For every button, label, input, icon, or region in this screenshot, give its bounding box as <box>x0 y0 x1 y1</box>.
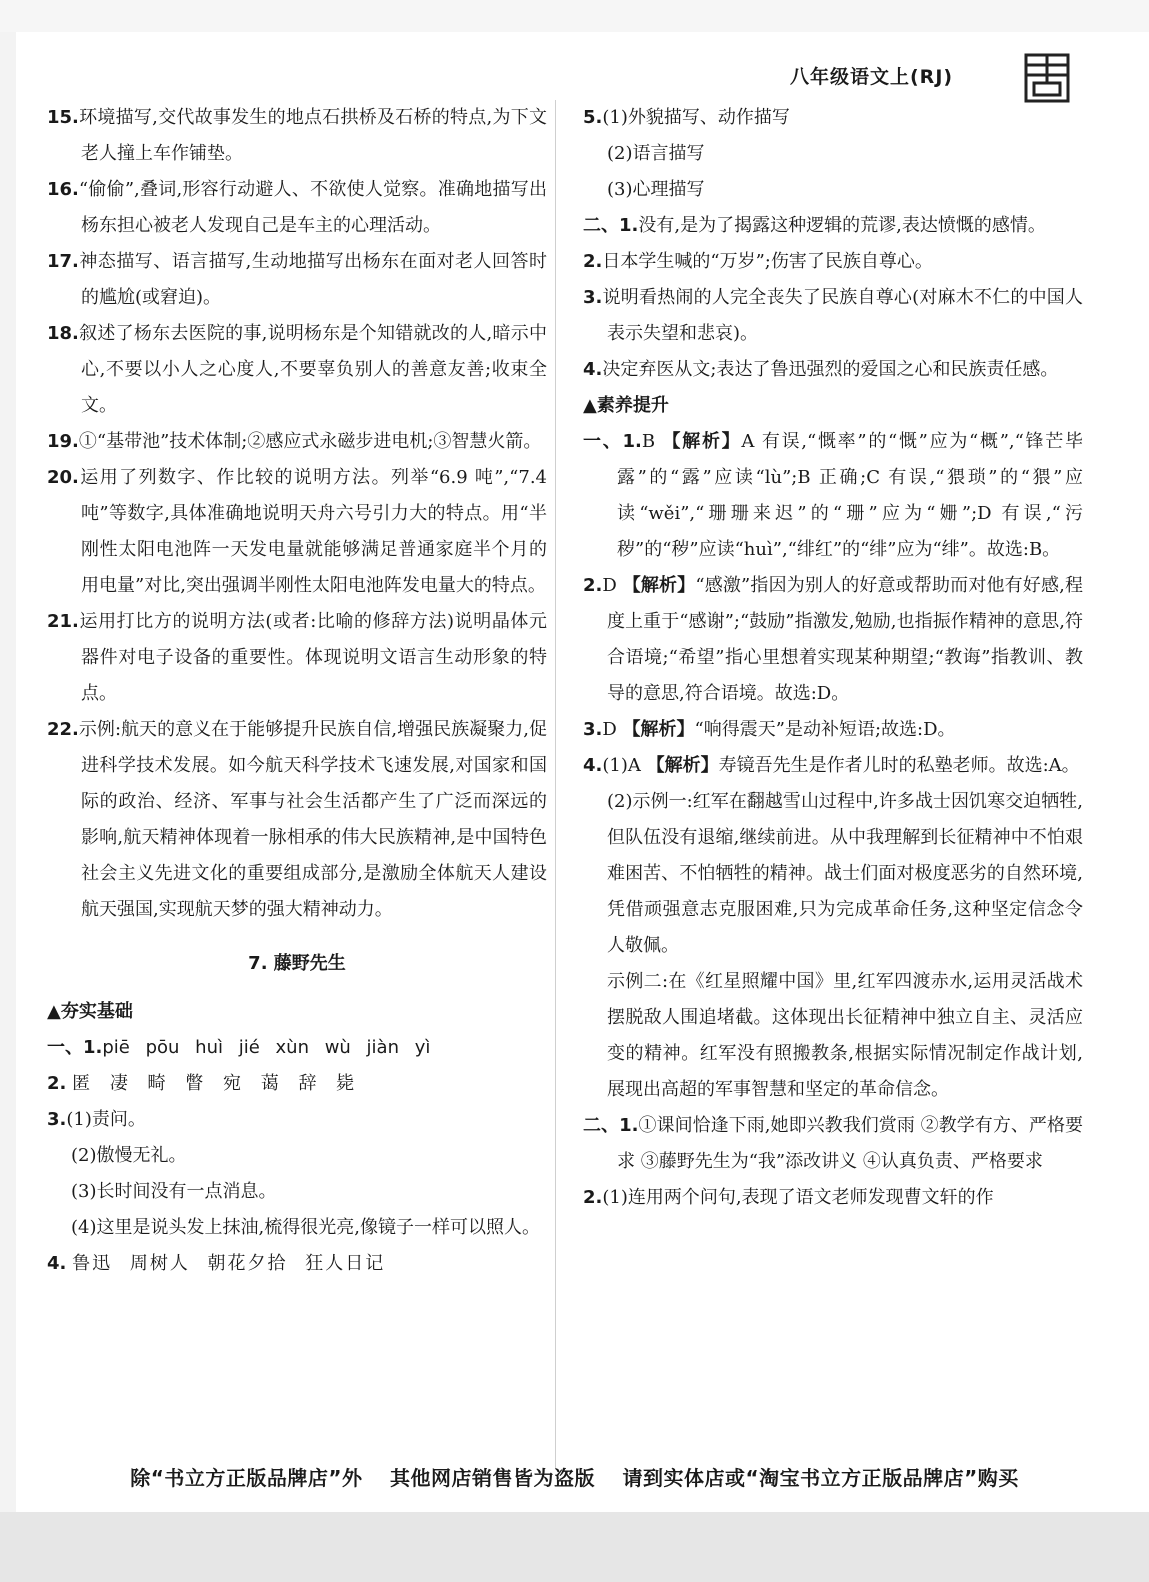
footer-text-3: 请到实体店或“淘宝书立方正版品牌店”购买 <box>622 1466 1019 1490</box>
footer-text-2: 其他网店销售皆为盗版 <box>390 1466 595 1490</box>
answer-improve-3: 3.D 【解析】“响得震天”是动补短语;故选:D。 <box>583 719 956 740</box>
lesson-title: 7. 藤野先生 <box>248 953 346 974</box>
answer-improve-4a: 4.(1)A 【解析】寿镜吾先生是作者儿时的私塾老师。故选:A。 <box>583 755 1080 776</box>
answer-20: 20.运用了列数字、作比较的说明方法。列举“6.9 吨”,“7.4 吨”等数字,具体准确地说明天舟六号引力大的特点。用“半刚性太阳电池阵一天发电量就能够满足普通家庭半个月的用电量”对比,突出强调半刚性太阳电池阵发电量大的特点。 <box>47 467 547 596</box>
answer-reading-1: 二、1.没有,是为了揭露这种逻辑的荒谬,表达愤慨的感情。 <box>583 215 1046 236</box>
answer-basics-3b: (2)傲慢无礼。 <box>71 1145 187 1166</box>
answer-reading-4: 4.决定弃医从文;表达了鲁迅强烈的爱国之心和民族责任感。 <box>583 359 1059 380</box>
answer-19: 19.①“基带池”技术体制;②感应式永磁步进电机;③智慧火箭。 <box>47 431 542 452</box>
page-header-title: 八年级语文上(RJ) <box>790 66 954 88</box>
scan-left-edge <box>0 32 16 1512</box>
book-logo-icon <box>1024 53 1070 103</box>
answer-basics-4: 4. 鲁迅 周树人 朝花夕拾 狂人日记 <box>47 1253 386 1274</box>
answer-improve-4b: (2)示例一:红军在翻越雪山过程中,许多战士因饥寒交迫牺牲,但队伍没有退缩,继续前进。从中我理解到长征精神中不怕艰难困苦、不怕牺牲的精神。战士们面对极度恶劣的自然环境,凭借顽强意志克服困难,只为完成革命任务,这种坚定信念令人敬佩。 <box>607 791 1083 956</box>
answer-basics-1: 一、1.piē pōu huì jié xùn wù jiàn yì <box>47 1037 431 1058</box>
answer-reading-2: 2.日本学生喊的“万岁”;伤害了民族自尊心。 <box>583 251 933 272</box>
answer-improve-4c: 示例二:在《红星照耀中国》里,红军四渡赤水,运用灵活战术摆脱敌人围追堵截。这体现出长征精神中独立自主、灵活应变的精神。红军没有照搬教条,根据实际情况制定作战计划,展现出高超的军事智慧和坚定的革命信念。 <box>607 971 1083 1100</box>
answer-basics-5: 5.(1)外貌描写、动作描写 <box>583 107 790 128</box>
answer-21: 21.运用打比方的说明方法(或者:比喻的修辞方法)说明晶体元器件对电子设备的重要性。体现说明文语言生动形象的特点。 <box>47 611 547 704</box>
answer-basics-2: 2. 匿 凄 畸 瞥 宛 蔼 辞 毙 <box>47 1073 357 1094</box>
answer-improve-2: 2.D 【解析】“感激”指因为别人的好意或帮助而对他有好感,程度上重于“感谢”;“鼓励”指激发,勉励,也指振作精神的意思,符合语境;“希望”指心里想着实现某种期望;“教诲”指教训、教导的意思,符合语境。故选:D。 <box>583 575 1084 704</box>
column-divider <box>555 100 556 1468</box>
answer-15: 15.环境描写,交代故事发生的地点石拱桥及石桥的特点,为下文老人撞上车作铺垫。 <box>47 107 547 164</box>
answer-improve-1: 一、1.B 【解析】A 有误,“慨率”的“慨”应为“概”,“锋芒毕露”的“露”应读“lù”;B 正确;C 有误,“猥琐”的“猥”应读“wěi”,“珊珊来迟”的“珊”应为“姗”;D 有误,“污秽”的“秽”应读“huì”,“绯红”的“绯”应为“绯”。故选:B。 <box>583 431 1084 560</box>
right-column <box>583 100 1083 1216</box>
answer-basics-5c: (3)心理描写 <box>607 179 705 200</box>
answer-22: 22.示例:航天的意义在于能够提升民族自信,增强民族凝聚力,促进科学技术发展。如今航天科学技术飞速发展,对国家和国际的政治、经济、军事与社会生活都产生了广泛而深远的影响,航天精神体现着一脉相承的伟大民族精神,是中国特色社会主义先进文化的重要组成部分,是激励全体航天人建设航天强国,实现航天梦的强大精神动力。 <box>47 719 547 920</box>
scan-top-margin <box>0 0 1149 32</box>
answer-extended-1: 二、1.①课间恰逢下雨,她即兴教我们赏雨 ②教学有方、严格要求 ③藤野先生为“我”添改讲义 ④认真负责、严格要求 <box>583 1115 1083 1172</box>
answer-basics-3: 3.(1)责问。 <box>47 1109 146 1130</box>
answer-16: 16.“偷偷”,叠词,形容行动避人、不欲使人觉察。准确地描写出杨东担心被老人发现自己是车主的心理活动。 <box>47 179 547 236</box>
answer-extended-2: 2.(1)连用两个问句,表现了语文老师发现曹文轩的作 <box>583 1187 994 1208</box>
answer-reading-3: 3.说明看热闹的人完全丧失了民族自尊心(对麻木不仁的中国人表示失望和悲哀)。 <box>583 287 1083 344</box>
left-column <box>47 100 547 1282</box>
section-heading-improve: ▲素养提升 <box>583 395 669 416</box>
answer-18: 18.叙述了杨东去医院的事,说明杨东是个知错就改的人,暗示中心,不要以小人之心度人,不要辜负别人的善意友善;收束全文。 <box>47 323 547 416</box>
footer-text-1: 除“书立方正版品牌店”外 <box>130 1466 363 1490</box>
answer-basics-3c: (3)长时间没有一点消息。 <box>71 1181 277 1202</box>
section-heading-basics: ▲夯实基础 <box>47 1001 133 1022</box>
scan-bottom-margin <box>0 1512 1149 1582</box>
answer-basics-3d: (4)这里是说头发上抹油,梳得很光亮,像镜子一样可以照人。 <box>71 1217 540 1238</box>
answer-basics-5b: (2)语言描写 <box>607 143 705 164</box>
anti-piracy-footer <box>0 1462 1149 1491</box>
answer-17: 17.神态描写、语言描写,生动地描写出杨东在面对老人回答时的尴尬(或窘迫)。 <box>47 251 547 308</box>
